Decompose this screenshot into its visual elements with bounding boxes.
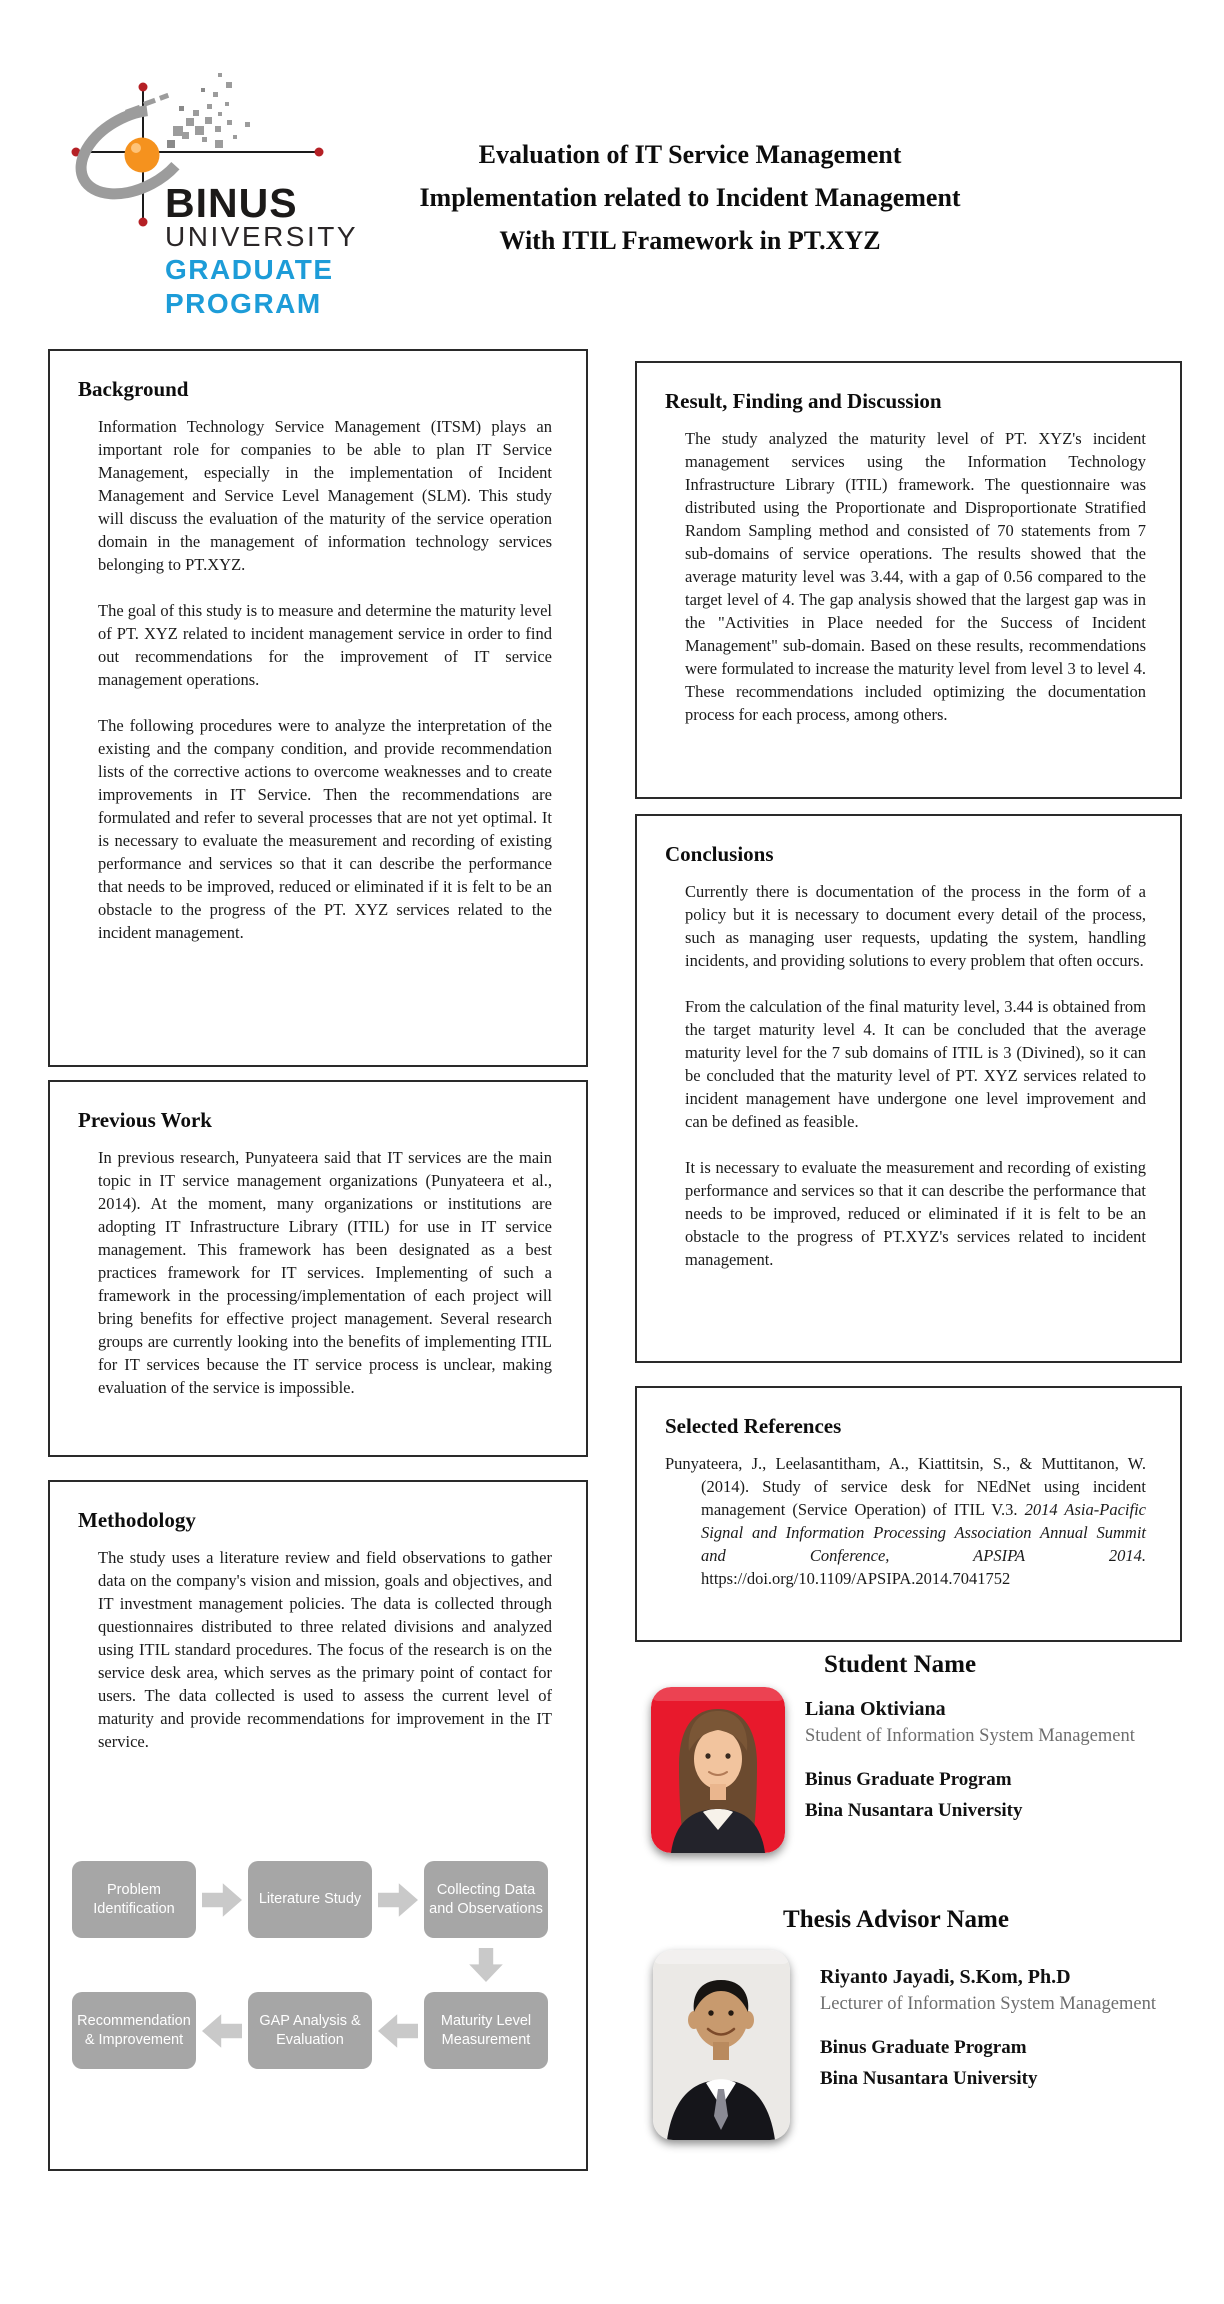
flow-arrow-right-icon	[378, 1880, 418, 1920]
flow-step-collecting-data: Collecting Data and Observations	[424, 1861, 548, 1938]
result-heading: Result, Finding and Discussion	[665, 389, 942, 413]
student-section-heading: Student Name	[823, 1651, 977, 1678]
poster-title-line1: Evaluation of IT Service Management	[478, 140, 902, 169]
flow-step-recommendation: Recommendation & Improvement	[72, 1992, 196, 2069]
flow-arrow-left-icon	[378, 2011, 418, 2051]
student-role: Student of Information System Management	[805, 1726, 1135, 1746]
section-result	[635, 361, 1182, 799]
flow-arrow-left-icon	[202, 2011, 242, 2051]
advisor-photo	[653, 1950, 790, 2140]
advisor-avatar-icon	[653, 1950, 790, 2140]
conclusions-heading: Conclusions	[665, 842, 774, 866]
previous-work-heading: Previous Work	[78, 1108, 212, 1132]
section-references	[635, 1386, 1182, 1642]
logo-binus-wordmark: BINUS	[165, 180, 298, 226]
student-name: Liana Oktiviana	[805, 1698, 946, 1720]
flow-step-literature-study: Literature Study	[248, 1861, 372, 1938]
advisor-role: Lecturer of Information System Management	[820, 1994, 1156, 2014]
flow-step-problem-identification: Problem Identification	[72, 1861, 196, 1938]
advisor-section-heading: Thesis Advisor Name	[783, 1906, 1009, 1933]
flow-arrow-right-icon	[202, 1880, 242, 1920]
background-heading: Background	[78, 377, 189, 401]
advisor-info	[820, 1966, 1200, 2099]
student-org-program: Binus Graduate Program	[805, 1769, 1012, 1790]
logo-graduate-wordmark: GRADUATE	[165, 254, 334, 285]
reference-authors-title: Punyateera, J., Leelasantitham, A., Kiattitsin, S., & Muttitanon, W. (2014). Study of service desk for NEdNet using incident management (Service Operation) of ITIL V.3.	[665, 1454, 1146, 1519]
reference-doi: https://doi.org/10.1109/APSIPA.2014.7041752	[701, 1569, 1011, 1588]
background-paragraph: Information Technology Service Management (ITSM) plays an important role for companies to be able to plan IT Service Management, especially in the implementation of Incident Management and Service Level Management (SLM). This study will discuss the evaluation of the maturity of the service operation domain in the management of information technology services belonging to PT.XYZ.	[98, 417, 552, 574]
reference-venue: 2014 Asia-Pacific Signal and Information Processing Association Annual Summit and Conference, APSIPA 2014.	[701, 1500, 1146, 1565]
student-avatar-icon	[651, 1687, 785, 1853]
advisor-org-program: Binus Graduate Program	[820, 2037, 1027, 2058]
section-methodology	[48, 1480, 588, 2171]
result-paragraph: The study analyzed the maturity level of PT. XYZ's incident management services using the Information Technology Infrastructure Library (ITIL) framework. The questionnaire was distributed using the Proportionate and Disproportionate Stratified Random Sampling method and consisted of 70 statements from 7 sub-domains of service operations. The results showed that the average maturity level was 3.44, with a gap of 0.56 compared to the target level of 4. The gap analysis showed that the largest gap was in the "Activities in Place needed for the Success of Incident Management" sub-domain. Based on these results, recommendations were formulated to increase the maturity level from level 3 to level 4. These recommendations included optimizing the documentation process for each process, among others.	[685, 429, 1146, 724]
references-heading: Selected References	[665, 1414, 842, 1438]
previous-work-paragraph: In previous research, Punyateera said that IT services are the main topic in IT service management organizations (Punyateera et al., 2014). At the moment, many organizations or institutions are adopting IT Infrastructure Library (ITIL) for use in IT service management. This framework has been designated as a best practices framework for IT services. Implementing of such a framework in the processing/implementation of each project will bring benefits for effective project management. Several research groups are currently looking into the benefits of implementing ITIL for IT services because the IT service process is unclear, making evaluation of the service is impossible.	[98, 1148, 552, 1397]
student-info	[805, 1698, 1185, 1831]
section-conclusions	[635, 814, 1182, 1363]
reference-entry	[665, 1452, 1146, 1590]
background-paragraph: The following procedures were to analyze the interpretation of the existing and the company condition, and provide recommendation lists of the corrective actions to overcome weaknesses and to create improvements in IT Service. Then the recommendations are formulated and refer to several processes that are not yet optimal. It is necessary to evaluate the measurement and recording of existing performance and services so that it can describe the performance that needs to be improved, reduced or eliminated if it is felt to be an obstacle to the progress of the PT. XYZ services related to the incident management.	[98, 716, 552, 942]
poster-title-line2: Implementation related to Incident Management	[419, 183, 961, 212]
methodology-heading: Methodology	[78, 1508, 196, 1532]
student-photo	[651, 1687, 785, 1853]
flow-step-maturity-measurement: Maturity Level Measurement	[424, 1992, 548, 2069]
advisor-name: Riyanto Jayadi, S.Kom, Ph.D	[820, 1966, 1071, 1988]
section-previous-work	[48, 1080, 588, 1457]
conclusions-paragraph: Currently there is documentation of the process in the form of a policy but it is necessary to document every detail of the process, such as managing user requests, updating the system, handling incidents, and providing solutions to every problem that often occurs.	[685, 882, 1146, 970]
background-paragraph: The goal of this study is to measure and determine the maturity level of PT. XYZ related to incident management service in order to find out recommendations for the improvement of IT service management operations.	[98, 601, 552, 689]
logo-program-wordmark: PROGRAM	[165, 288, 322, 319]
methodology-paragraph: The study uses a literature review and field observations to gather data on the company's vision and mission, goals and objectives, and IT investment management policies. The data is collected through questionnaires distributed to three related divisions and analyzed using ITIL standard procedures. The focus of the research is on the service desk area, which serves as the primary point of contact for users. The data collected is used to assess the current level of maturity and provide recommendations for improvement in the IT service.	[98, 1548, 552, 1751]
student-org-university: Bina Nusantara University	[805, 1800, 1023, 1821]
poster-title-line3: With ITIL Framework in PT.XYZ	[499, 226, 881, 255]
flow-arrow-down-icon	[466, 1948, 506, 1982]
poster-title	[385, 133, 995, 262]
advisor-org-university: Bina Nusantara University	[820, 2068, 1038, 2089]
conclusions-paragraph: It is necessary to evaluate the measurement and recording of existing performance and services so that it can describe the performance that needs to be improved, reduced or eliminated if it is felt to be an obstacle to the progress of PT.XYZ's services related to incident management.	[685, 1158, 1146, 1269]
logo-university-wordmark: UNIVERSITY	[165, 221, 359, 252]
section-background	[48, 349, 588, 1067]
conclusions-paragraph: From the calculation of the final maturity level, 3.44 is obtained from the target maturity level 4. It can be concluded that the average maturity level for the 7 sub domains of ITIL is 3 (Divined), so it can be concluded that the maturity level of PT. XYZ services related to incident management have undergone one level improvement and can be defined as feasible.	[685, 997, 1146, 1131]
flow-step-gap-analysis: GAP Analysis & Evaluation	[248, 1992, 372, 2069]
